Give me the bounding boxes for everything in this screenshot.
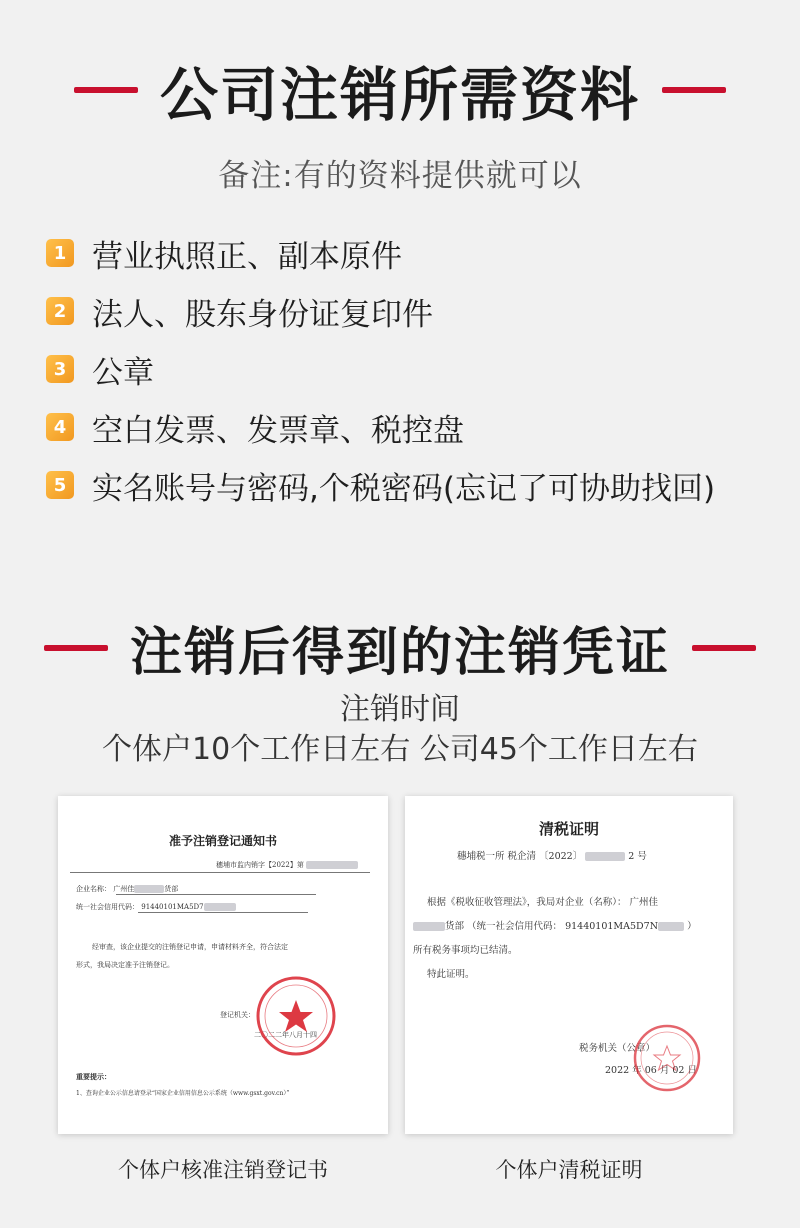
list-item-text: 空白发票、发票章、税控盘 (92, 412, 464, 449)
company-label: 企业名称： (76, 885, 111, 893)
number-badge: 2 (46, 297, 74, 325)
materials-note: 备注:有的资料提供就可以 (218, 158, 582, 194)
title-decoration-right (692, 645, 756, 651)
list-item (46, 408, 786, 449)
deregistration-notice-document (58, 796, 388, 1134)
underline (138, 912, 308, 913)
section-title-required-materials (0, 48, 800, 132)
tax-clearance-certificate (405, 796, 733, 1134)
document-reference (457, 848, 647, 862)
company-value: 广州佳 (113, 885, 135, 893)
credit-code-label: 统一社会信用代码： (76, 903, 139, 911)
list-item-text: 公章 (92, 354, 154, 391)
official-seal-icon (254, 974, 338, 1058)
number-badge: 1 (46, 239, 74, 267)
tax-authority-label: 税务机关（公章） (579, 1043, 656, 1054)
reference-text: 穗埔税一所 税企清 〔2022〕 (457, 851, 583, 862)
underline (116, 894, 316, 895)
redaction-blur (658, 922, 684, 931)
redaction-blur (413, 922, 445, 931)
list-item (46, 292, 786, 333)
document-title: 清税证明 (538, 820, 599, 838)
list-item-text: 营业执照正、副本原件 (92, 238, 402, 275)
number-badge: 3 (46, 355, 74, 383)
section-title: 注销后得到的注销凭证 (129, 623, 670, 683)
title-decoration-left (44, 645, 108, 651)
list-item-text: 法人、股东身份证复印件 (92, 296, 433, 333)
number-badge: 5 (46, 471, 74, 499)
document-reference (216, 860, 358, 870)
document-title: 准予注销登记通知书 (168, 834, 277, 848)
company-suffix: 货部 （统一社会信用代码： (445, 921, 563, 932)
document-caption: 个体户清税证明 (495, 1158, 643, 1182)
title-decoration-left (74, 87, 138, 93)
redaction-blur (204, 903, 236, 911)
reference-suffix: 2 号 (628, 851, 647, 862)
credit-code-value: 91440101MA5D7N (565, 921, 659, 932)
credit-code-row (76, 902, 236, 912)
tips-title: 重要提示： (76, 1072, 111, 1081)
tax-seal-icon (631, 1022, 703, 1094)
redaction-blur (134, 885, 164, 893)
tips-line: 1、查询企业公示信息请登录“国家企业信用信息公示系统（www.gsxt.gov.cn）” (76, 1090, 290, 1097)
redaction-blur (585, 852, 625, 861)
body-line: 经审查，该企业提交的注销登记申请，申请材料齐全，符合法定 (92, 943, 288, 951)
page-title: 公司注销所需资料 (159, 61, 640, 129)
credit-code-value: 91440101MA5D7 (141, 903, 204, 911)
title-decoration-right (662, 87, 726, 93)
document-date: 二〇二二年八月十四 (254, 1031, 317, 1039)
list-item (46, 350, 786, 391)
redaction-blur (306, 861, 358, 869)
company-suffix: 货部 (164, 885, 179, 893)
certificate-line: 根据《税收征收管理法》，我局对企业（名称）： 广州佳 (427, 897, 659, 908)
company-name-row (76, 884, 178, 894)
certificate-line: 所有税务事项均已结清。 (413, 945, 518, 956)
registration-authority-label: 登记机关： (220, 1011, 255, 1019)
section-title-cancellation-certificates (0, 610, 800, 685)
list-item (46, 466, 786, 507)
cancellation-time-label: 注销时间 (340, 692, 460, 727)
reference-text: 穗埔市监内销字【2022】第 (216, 861, 304, 869)
materials-list (46, 234, 786, 524)
body-line: 形式，我局决定准予注销登记。 (76, 961, 174, 969)
divider (70, 872, 370, 873)
certificate-line (413, 918, 697, 932)
certificate-line: 特此证明。 (427, 969, 475, 980)
list-item (46, 234, 786, 275)
document-date: 2022 年 06 月 02 日 (605, 1065, 697, 1076)
number-badge: 4 (46, 413, 74, 441)
list-item-text: 实名账号与密码,个税密码(忘记了可协助找回) (92, 470, 716, 507)
cancellation-time-detail: 个体户10个工作日左右 公司45个工作日左右 (102, 732, 698, 767)
document-caption: 个体户核准注销登记书 (118, 1158, 328, 1182)
closing-bracket: ） (687, 921, 697, 932)
